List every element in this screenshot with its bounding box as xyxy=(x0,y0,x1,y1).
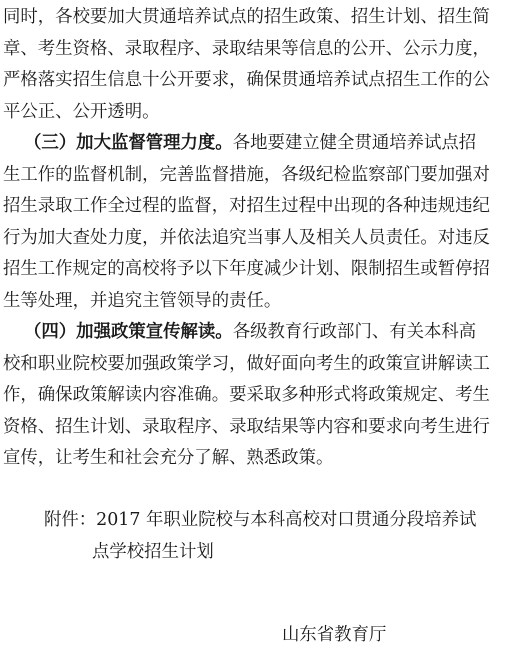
section-3-first-line xyxy=(24,132,503,154)
paragraph-line: 宣传，让考生和社会充分了解、熟悉政策。 xyxy=(3,448,334,468)
paragraph-line: 生等处理，并追究主管领导的责任。 xyxy=(3,291,282,311)
section-3-first-line-text: 各地要建立健全贯通培养试点招 xyxy=(232,133,477,153)
section-3-heading: （三）加大监督管理力度。 xyxy=(24,133,233,153)
paragraph-line: 校和职业院校要加强政策学习，做好面向考生的政策宣讲解读工 xyxy=(3,354,490,374)
attachment-line-1: 附件：2017 年职业院校与本科高校对口贯通分段培养试 xyxy=(44,510,477,530)
paragraph-line: 招生录取工作全过程的监督，对招生过程中出现的各种违规违纪 xyxy=(3,196,490,216)
section-4-first-line-text: 各级教育行政部门、有关本科高 xyxy=(232,322,477,342)
paragraph-line: 同时，各校要加大贯通培养试点的招生政策、招生计划、招生简 xyxy=(3,7,490,27)
paragraph-line: 行为加大查处力度，并依法追究当事人及相关人员责任。对违反 xyxy=(3,228,490,248)
paragraph-line: 章、考生资格、录取程序、录取结果等信息的公开、公示力度， xyxy=(3,39,490,59)
attachment-line-2: 点学校招生计划 xyxy=(92,542,214,562)
paragraph-line: 严格落实招生信息十公开要求，确保贯通培养试点招生工作的公 xyxy=(3,70,490,90)
paragraph-line: 作，确保政策解读内容准确。要采取多种形式将政策规定、考生 xyxy=(3,385,490,405)
paragraph-line: 平公正、公开透明。 xyxy=(3,102,160,122)
paragraph-line: 资格、招生计划、录取程序、录取结果等内容和要求向考生进行 xyxy=(3,417,490,437)
issuer-signature: 山东省教育厅 xyxy=(282,625,387,645)
section-4-heading: （四）加强政策宣传解读。 xyxy=(24,322,233,342)
paragraph-line: 生工作的监督机制，完善监督措施，各级纪检监察部门要加强对 xyxy=(3,165,490,185)
paragraph-line: 招生工作规定的高校将予以下年度减少计划、限制招生或暂停招 xyxy=(3,259,490,279)
section-4-first-line xyxy=(24,321,503,343)
